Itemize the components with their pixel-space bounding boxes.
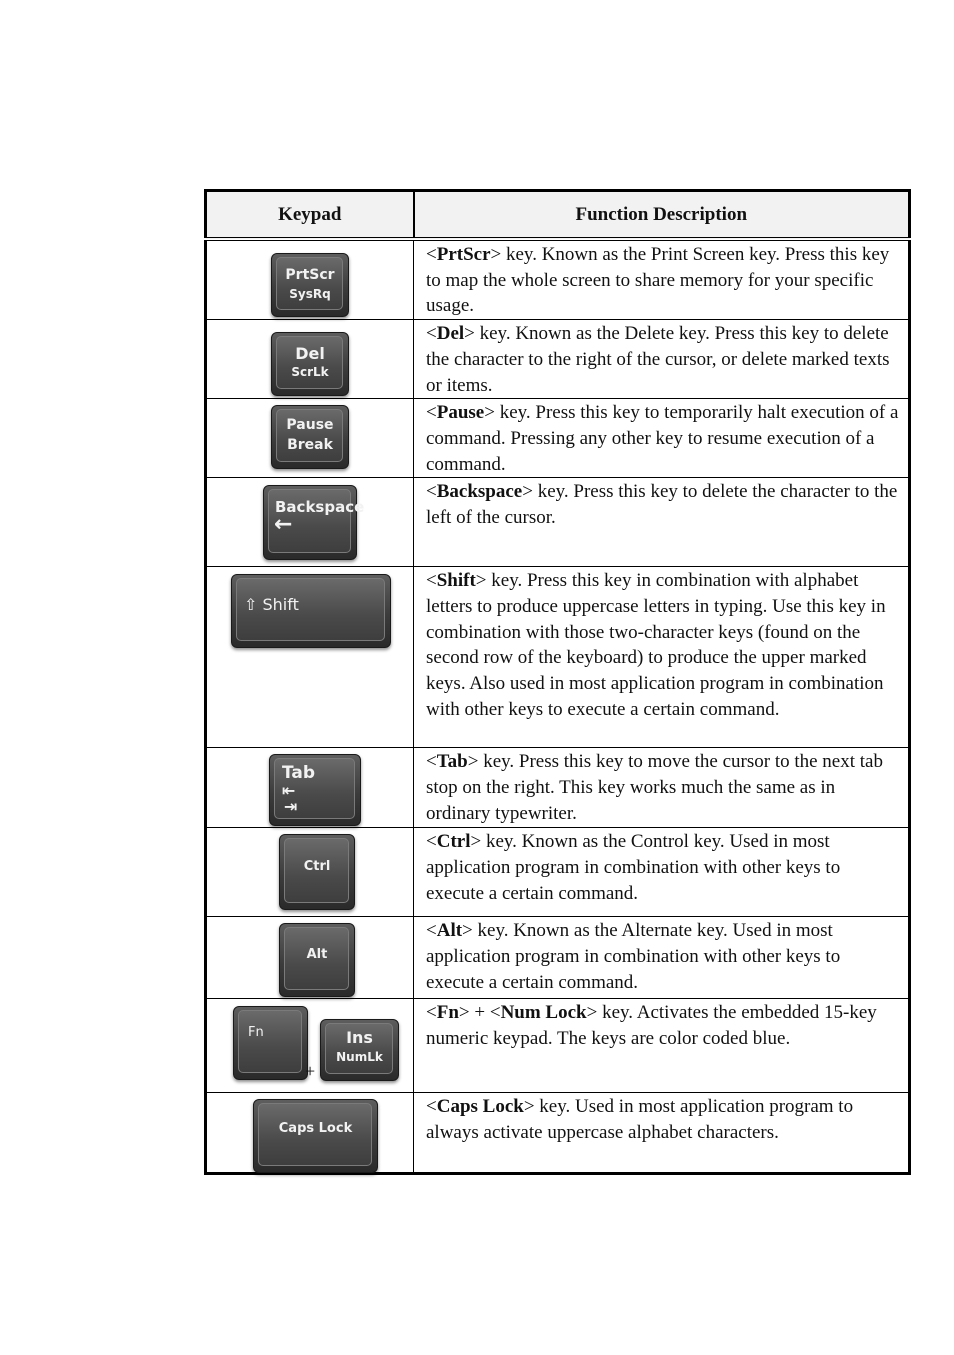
caps-lock-key-icon xyxy=(253,1099,378,1173)
description-cell: <Shift> key. Press this key in combination with alphabet letters to produce uppercase letters in typing. Use this key in combination with those two-character keys (found on the second row of the keyboard) to produce the upper marked keys. Also used in most application program in combination with other keys to execute a certain command. xyxy=(414,567,910,748)
key-label: PrtScr xyxy=(285,267,335,283)
key-name: Caps Lock xyxy=(436,1096,524,1118)
keypad-cell xyxy=(206,999,414,1093)
description-text: key. Known as the Delete key. Press this key to delete the character to the right of the cursor, or delete marked texts or items. xyxy=(426,323,890,396)
description-text: key. Used in most application program to always activate uppercase alphabet characters. xyxy=(426,1096,854,1144)
description-text: key. Press this key to delete the character to the left of the cursor. xyxy=(426,481,898,529)
tab-forward-arrow-icon: ⇥ xyxy=(284,797,298,817)
pause-key-icon xyxy=(271,405,349,469)
table-row xyxy=(206,320,910,399)
left-arrow-icon: ← xyxy=(274,512,293,538)
key-name: Fn xyxy=(436,1002,459,1024)
description-text: key. Activates the embedded 15-key numeric keypad. The keys are color coded blue. xyxy=(426,1002,877,1050)
key-sublabel: ScrLk xyxy=(291,365,329,380)
description-cell: <Fn> + <Num Lock> key. Activates the embedded 15-key numeric keypad. The keys are color coded blue. xyxy=(414,999,910,1093)
backspace-key-icon xyxy=(263,485,365,560)
keypad-cell xyxy=(206,567,414,748)
key-name: Pause xyxy=(436,402,485,424)
tab-key-icon xyxy=(269,754,361,826)
table-row xyxy=(206,478,910,567)
key-name: Backspace xyxy=(436,481,523,503)
description-text: key. Known as the Control key. Used in most application program in combination with other keys to execute a certain command. xyxy=(426,831,841,904)
keypad-cell xyxy=(206,748,414,828)
keypad-cell xyxy=(206,1093,414,1174)
table-row xyxy=(206,1093,910,1174)
description-cell: <Del> key. Known as the Delete key. Press this key to delete the character to the right of the cursor, or delete marked texts or items. xyxy=(414,320,910,399)
key-label: Del xyxy=(295,344,325,364)
fn-key-icon xyxy=(233,1006,308,1080)
ins-numlock-key-icon xyxy=(320,1019,399,1081)
key-sublabel: SysRq xyxy=(289,287,331,301)
key-label: Fn xyxy=(248,1025,264,1041)
alt-key-icon xyxy=(279,923,355,997)
keypad-cell xyxy=(206,828,414,917)
keypad-cell xyxy=(206,917,414,999)
table-row xyxy=(206,917,910,999)
description-text: key. Press this key to temporarily halt execution of a command. Pressing any other key to resume execution of a command. xyxy=(426,402,899,475)
key-name-2: Num Lock xyxy=(500,1002,587,1024)
key-name: Alt xyxy=(436,920,463,942)
key-label: Pause xyxy=(286,417,334,434)
keypad-column-header: Keypad xyxy=(206,191,414,240)
key-name: Tab xyxy=(436,751,468,773)
key-label: Caps Lock xyxy=(278,1121,353,1137)
key-label: Ins xyxy=(346,1028,373,1048)
description-cell: <Pause> key. Press this key to temporarily halt execution of a command. Pressing any other key to resume execution of a command. xyxy=(414,399,910,478)
table-row xyxy=(206,399,910,478)
ctrl-key-icon xyxy=(279,834,355,910)
keypad-cell xyxy=(206,239,414,320)
key-sublabel: NumLk xyxy=(336,1050,383,1065)
table-row xyxy=(206,748,910,828)
key-label: ⇧ Shift xyxy=(244,595,299,615)
description-cell: <Alt> key. Known as the Alternate key. Used in most application program in combination with other keys to execute a certain command. xyxy=(414,917,910,999)
shift-key-icon xyxy=(231,574,391,648)
description-cell: <Ctrl> key. Known as the Control key. Used in most application program in combination with other keys to execute a certain command. xyxy=(414,828,910,917)
function-description-column-header: Function Description xyxy=(414,191,910,240)
description-cell: <Tab> key. Press this key to move the cursor to the next tab stop on the right. This key works much the same as in ordinary typewriter. xyxy=(414,748,910,828)
keypad-function-table xyxy=(204,189,911,1175)
key-label: Tab xyxy=(282,763,316,784)
description-text: key. Known as the Print Screen key. Press this key to map the whole screen to share memory for your specific usage. xyxy=(426,244,890,317)
keypad-cell xyxy=(206,399,414,478)
table-row xyxy=(206,239,910,320)
table-row xyxy=(206,567,910,748)
key-name: PrtScr xyxy=(436,244,491,265)
description-text: key. Press this key to move the cursor to the next tab stop on the right. This key works much the same as in ordinary typewriter. xyxy=(426,751,883,824)
key-sublabel: Break xyxy=(287,437,333,454)
keypad-cell xyxy=(206,320,414,399)
key-label: Alt xyxy=(306,947,328,963)
description-text: key. Known as the Alternate key. Used in most application program in combination with other keys to execute a certain command. xyxy=(426,920,841,993)
plus-sign: + xyxy=(305,1061,316,1082)
key-name: Del xyxy=(436,323,465,345)
description-text: key. Press this key in combination with alphabet letters to produce uppercase letters in typing. Use this key in combination with those two-character keys (found on the second row of the keyboard) to produce the upper marked keys. Also used in most application program in combination with other keys to execute a certain command. xyxy=(426,570,886,720)
key-name: Shift xyxy=(436,570,476,592)
key-label: Ctrl xyxy=(303,859,331,875)
key-label: Backspace xyxy=(275,498,365,517)
description-cell: <Backspace> key. Press this key to delete the character to the left of the cursor. xyxy=(414,478,910,567)
key-name: Ctrl xyxy=(436,831,471,853)
prtscr-key-icon xyxy=(271,253,349,317)
table-header-row xyxy=(206,191,910,240)
table-row xyxy=(206,828,910,917)
description-cell: <Caps Lock> key. Used in most application program to always activate uppercase alphabet characters. xyxy=(414,1093,910,1174)
tab-back-arrow-icon: ⇤ xyxy=(282,781,296,801)
description-cell: <PrtScr> key. Known as the Print Screen key. Press this key to map the whole screen to share memory for your specific usage. xyxy=(414,239,910,320)
table-row xyxy=(206,999,910,1093)
keypad-cell xyxy=(206,478,414,567)
del-key-icon xyxy=(271,332,349,396)
